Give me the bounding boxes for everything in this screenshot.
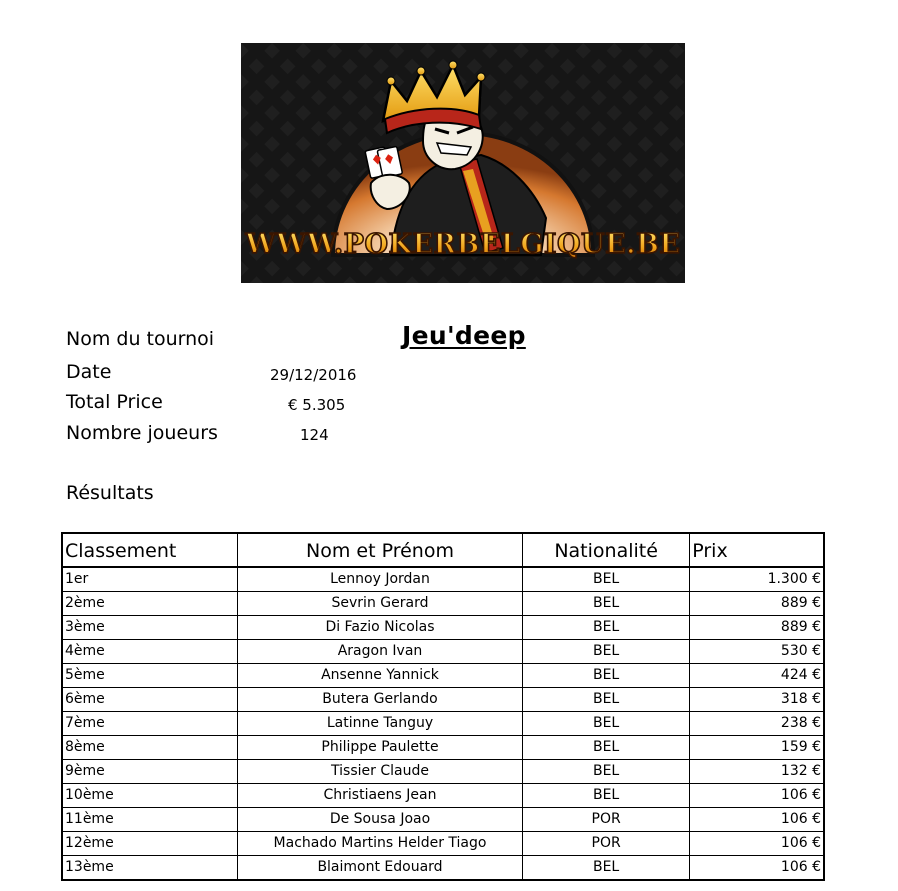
cell-nationality: BEL xyxy=(522,784,689,808)
player-count-label: Nombre joueurs xyxy=(66,422,218,444)
table-row xyxy=(62,856,824,881)
header-prize: Prix xyxy=(690,533,824,567)
date-label: Date xyxy=(66,361,112,383)
cell-rank: 2ème xyxy=(62,592,238,616)
cell-nationality: BEL xyxy=(522,616,689,640)
cell-rank: 8ème xyxy=(62,736,238,760)
header-rank: Classement xyxy=(62,533,238,567)
cell-nationality: BEL xyxy=(522,688,689,712)
cell-nationality: BEL xyxy=(522,664,689,688)
cell-rank: 7ème xyxy=(62,712,238,736)
cell-name: Latinne Tanguy xyxy=(238,712,523,736)
cell-name: Lennoy Jordan xyxy=(238,567,523,592)
cell-prize: 318 € xyxy=(690,688,824,712)
cell-nationality: BEL xyxy=(522,712,689,736)
cell-name: Blaimont Edouard xyxy=(238,856,523,881)
table-row xyxy=(62,760,824,784)
cell-prize: 106 € xyxy=(690,808,824,832)
table-header-row xyxy=(62,533,824,567)
cell-prize: 889 € xyxy=(690,616,824,640)
table-row xyxy=(62,808,824,832)
cell-rank: 6ème xyxy=(62,688,238,712)
total-price-label: Total Price xyxy=(66,391,163,413)
header-name: Nom et Prénom xyxy=(238,533,523,567)
cell-rank: 13ème xyxy=(62,856,238,881)
cell-rank: 12ème xyxy=(62,832,238,856)
logo-artwork xyxy=(241,43,685,283)
cell-rank: 9ème xyxy=(62,760,238,784)
table-row xyxy=(62,640,824,664)
cell-nationality: POR xyxy=(522,832,689,856)
cell-rank: 11ème xyxy=(62,808,238,832)
cell-prize: 238 € xyxy=(690,712,824,736)
cell-name: Tissier Claude xyxy=(238,760,523,784)
cell-name: Philippe Paulette xyxy=(238,736,523,760)
cell-name: Ansenne Yannick xyxy=(238,664,523,688)
cell-prize: 530 € xyxy=(690,640,824,664)
tournament-title: Jeu'deep xyxy=(402,321,526,350)
cell-prize: 106 € xyxy=(690,856,824,881)
tournament-name-label: Nom du tournoi xyxy=(66,328,215,350)
cell-nationality: BEL xyxy=(522,856,689,881)
cell-name: Butera Gerlando xyxy=(238,688,523,712)
cell-prize: 132 € xyxy=(690,760,824,784)
results-heading: Résultats xyxy=(66,482,154,504)
cell-prize: 106 € xyxy=(690,784,824,808)
cell-name: Sevrin Gerard xyxy=(238,592,523,616)
cell-nationality: BEL xyxy=(522,592,689,616)
cell-prize: 106 € xyxy=(690,832,824,856)
cell-name: Di Fazio Nicolas xyxy=(238,616,523,640)
cell-prize: 159 € xyxy=(690,736,824,760)
cell-rank: 3ème xyxy=(62,616,238,640)
cell-nationality: BEL xyxy=(522,760,689,784)
cell-name: Christiaens Jean xyxy=(238,784,523,808)
cell-rank: 5ème xyxy=(62,664,238,688)
cell-rank: 10ème xyxy=(62,784,238,808)
table-row xyxy=(62,616,824,640)
header-nationality: Nationalité xyxy=(522,533,689,567)
cell-prize: 1.300 € xyxy=(690,567,824,592)
cell-name: Aragon Ivan xyxy=(238,640,523,664)
cell-rank: 1er xyxy=(62,567,238,592)
cell-nationality: BEL xyxy=(522,567,689,592)
date-value: 29/12/2016 xyxy=(270,366,357,384)
cell-nationality: BEL xyxy=(522,640,689,664)
cell-prize: 424 € xyxy=(690,664,824,688)
table-row xyxy=(62,688,824,712)
cell-prize: 889 € xyxy=(690,592,824,616)
table-row xyxy=(62,592,824,616)
results-table xyxy=(61,532,825,881)
cell-nationality: BEL xyxy=(522,736,689,760)
table-row xyxy=(62,712,824,736)
table-row xyxy=(62,736,824,760)
results-body xyxy=(62,567,824,880)
cell-rank: 4ème xyxy=(62,640,238,664)
cell-nationality: POR xyxy=(522,808,689,832)
table-row xyxy=(62,832,824,856)
table-row xyxy=(62,784,824,808)
cell-name: De Sousa Joao xyxy=(238,808,523,832)
table-row xyxy=(62,664,824,688)
logo-url-text: WWW.POKERBELGIQUE.BE xyxy=(245,229,681,260)
cell-name: Machado Martins Helder Tiago xyxy=(238,832,523,856)
pokerbelgique-logo xyxy=(241,43,685,283)
player-count-value: 124 xyxy=(300,426,329,444)
total-price-value: € 5.305 xyxy=(288,396,346,414)
table-row xyxy=(62,567,824,592)
